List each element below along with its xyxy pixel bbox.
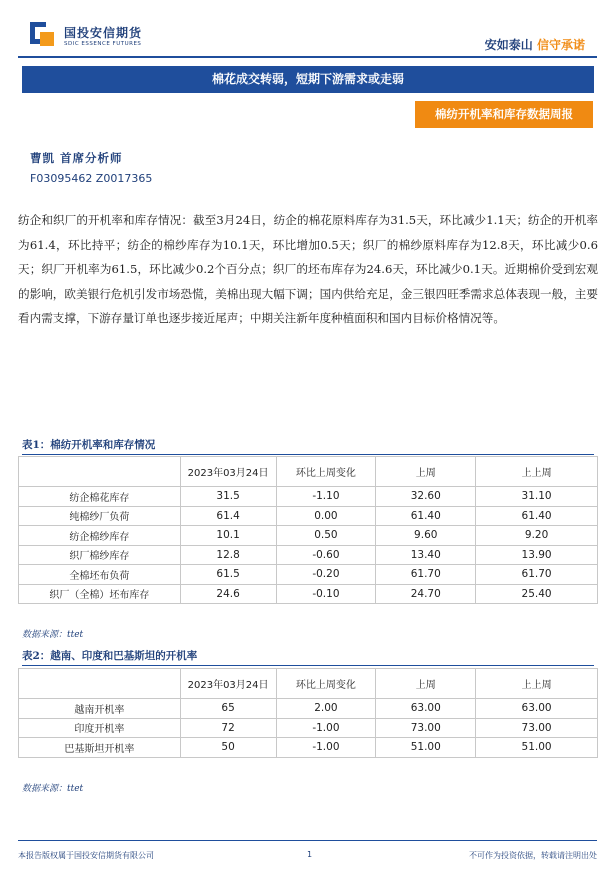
table-row [19, 545, 598, 565]
analyst-ids: F03095462 Z0017365 [30, 172, 153, 185]
table-cell: -0.10 [276, 584, 376, 604]
table-cell: 32.60 [376, 487, 476, 507]
table-cell: 全棉坯布负荷 [19, 565, 181, 585]
table-cell: 织厂棉纱库存 [19, 545, 181, 565]
slogan [485, 36, 585, 53]
table2-caption: 表2：越南、印度和巴基斯坦的开机率 [22, 650, 198, 662]
table-cell: 2.00 [276, 699, 376, 719]
table1-caption-rule [22, 454, 594, 455]
section-tag: 棉纺开机率和库存数据周报 [415, 101, 593, 128]
table-row [19, 565, 598, 585]
table2-caption-rule [22, 665, 594, 666]
page-header [0, 0, 615, 60]
table-cell: 61.4 [180, 506, 276, 526]
table1-header-cell: 上上周 [476, 457, 598, 487]
table-cell: 61.5 [180, 565, 276, 585]
table-cell: 51.00 [376, 738, 476, 758]
table-cell: 纺企棉纱库存 [19, 526, 181, 546]
footer-disclaimer: 不可作为投资依据，转载请注明出处 [469, 851, 597, 860]
slogan-part-a: 安如泰山 [484, 38, 533, 52]
table-cell: 61.40 [376, 506, 476, 526]
table-cell: 61.70 [476, 565, 598, 585]
table-row [19, 738, 598, 758]
table-row [19, 526, 598, 546]
table-cell: 9.60 [376, 526, 476, 546]
table-cell: 0.00 [276, 506, 376, 526]
table-row [19, 699, 598, 719]
table-cell: 31.10 [476, 487, 598, 507]
table2 [18, 668, 598, 758]
table-cell: -1.10 [276, 487, 376, 507]
header-divider [18, 56, 597, 58]
table2-source: 数据来源：ttet [22, 784, 84, 794]
table2-header-row [19, 669, 598, 699]
report-title: 棉花成交转弱，短期下游需求或走弱 [22, 66, 594, 93]
table-cell: -0.60 [276, 545, 376, 565]
table-cell: 12.8 [180, 545, 276, 565]
slogan-part-b: 信守承诺 [536, 38, 585, 52]
table-cell: 巴基斯坦开机率 [19, 738, 181, 758]
table-cell: 24.6 [180, 584, 276, 604]
logo-text-cn: 国投安信期货 [64, 25, 143, 40]
table-cell: 13.40 [376, 545, 476, 565]
table1-header-row [19, 457, 598, 487]
table-row [19, 506, 598, 526]
table2-header-cell: 环比上周变化 [276, 669, 376, 699]
table-cell: 纺企棉花库存 [19, 487, 181, 507]
table1-header-cell: 环比上周变化 [276, 457, 376, 487]
footer-copyright: 本报告版权属于国投安信期货有限公司 [18, 851, 154, 860]
table1-header-cell: 上周 [376, 457, 476, 487]
company-logo [30, 22, 142, 48]
table-row [19, 487, 598, 507]
logo-mark-icon [30, 22, 58, 48]
table-cell: 0.50 [276, 526, 376, 546]
table-cell: 63.00 [476, 699, 598, 719]
table-cell: 65 [180, 699, 276, 719]
footer-divider [18, 840, 597, 841]
table-cell: -0.20 [276, 565, 376, 585]
table2-header-cell: 上上周 [476, 669, 598, 699]
table-cell: 25.40 [476, 584, 598, 604]
table-cell: 织厂（全棉）坯布库存 [19, 584, 181, 604]
table1-header-cell: 2023年03月24日 [180, 457, 276, 487]
analyst-name: 曹凯 首席分析师 [30, 151, 123, 165]
body-paragraph: 纺企和织厂的开机率和库存情况：截至3月24日，纺企的棉花原料库存为31.5天，环比减少1.1天；纺企的开机率为61.4，环比持平；纺企的棉纱库存为10.1天，环比增加0.5天；织厂的棉纱原料库存为12.8天，环比减少0.6天；织厂开机率为61.5，环比减少0.2个百分点；织厂的坯布库存为24.6天，环比减少0.1天。近期棉价受到宏观的影响，欧美银行危机引发市场恐慌，美棉出现大幅下调；国内供给充足，金三银四旺季需求总体表现一般，主要看内需支撑，下游存量订单也逐步接近尾声；中期关注新年度种植面积和国内目标价格情况等。 [18, 213, 598, 325]
table-cell: 61.40 [476, 506, 598, 526]
table1-header-cell [19, 457, 181, 487]
table-cell: 73.00 [376, 718, 476, 738]
table1 [18, 456, 598, 604]
table2-header-cell: 上周 [376, 669, 476, 699]
table-cell: 越南开机率 [19, 699, 181, 719]
table-cell: 10.1 [180, 526, 276, 546]
table-cell: 9.20 [476, 526, 598, 546]
table-cell: 纯棉纱厂负荷 [19, 506, 181, 526]
table-cell: 印度开机率 [19, 718, 181, 738]
table-cell: 31.5 [180, 487, 276, 507]
table-cell: -1.00 [276, 738, 376, 758]
table-cell: 13.90 [476, 545, 598, 565]
logo-text-en: SDIC ESSENCE FUTURES [64, 40, 142, 47]
table-cell: 63.00 [376, 699, 476, 719]
table-cell: -1.00 [276, 718, 376, 738]
table-cell: 51.00 [476, 738, 598, 758]
table-cell: 72 [180, 718, 276, 738]
table-row [19, 718, 598, 738]
page-number: 1 [307, 850, 313, 859]
table2-header-cell [19, 669, 181, 699]
table-cell: 61.70 [376, 565, 476, 585]
table-cell: 73.00 [476, 718, 598, 738]
table-cell: 50 [180, 738, 276, 758]
table-row [19, 584, 598, 604]
table1-caption: 表1：棉纺开机率和库存情况 [22, 439, 156, 451]
table-cell: 24.70 [376, 584, 476, 604]
table2-header-cell: 2023年03月24日 [180, 669, 276, 699]
table1-source: 数据来源：ttet [22, 630, 84, 640]
